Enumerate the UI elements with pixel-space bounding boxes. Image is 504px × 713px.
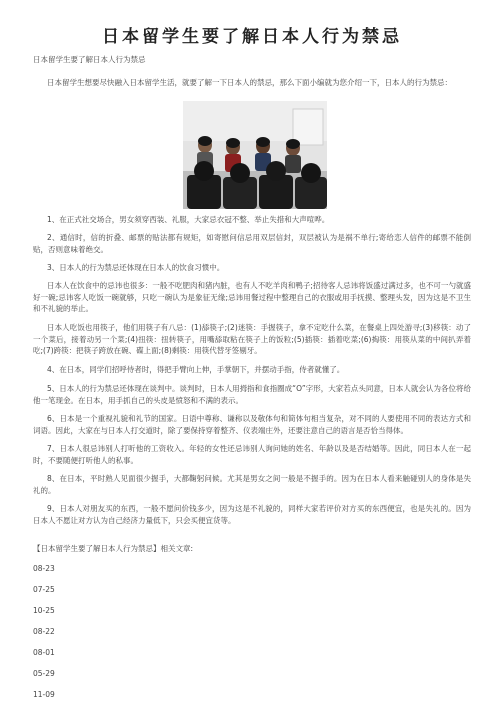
- paragraph-5: 日本人吃饭也用筷子，他们用筷子有八忌：(1)舔筷子;(2)迷筷：手握筷子，拿不定吃什么菜，在餐桌上四处游寻;(3)移筷：动了一个菜后，接着动另一个菜;(4)扭筷：扭转筷子，用嘴舔取粘在筷子上的饭粒;(5)插筷：插着吃菜;(6)掏筷：用筷从菜的中间扒弄着吃;(7)跨筷：把筷子跨放在碗、碟上面;(8)剩筷：用筷代替牙签剔牙。: [33, 323, 471, 355]
- paragraph-10: 8、在日本，平时熟人见面很少握手，大都鞠躬问候。尤其是男女之间一般是不握手的。因为在日本人看来触碰别人的身体是失礼的。: [33, 474, 471, 495]
- related-article-date[interactable]: 08-01: [33, 648, 55, 657]
- related-article-date[interactable]: 07-25: [33, 585, 55, 594]
- paragraph-3: 3、日本人的行为禁忌还体现在日本人的饮食习惯中。: [47, 263, 225, 272]
- paragraph-4: 日本人在饮食中的忌讳也很多：一般不吃肥肉和猪内脏，也有人不吃羊肉和鸭子;招待客人忌讳将饭盛过满过多，也不可一勺就盛好一碗;忌讳客人吃饭一碗就够，只吃一碗认为是象征无缘;忌讳用餐过程中整理自己的衣服或用手抚摸、整理头发，因为这是不卫生和不礼貌的举止。: [33, 281, 471, 313]
- related-article-date[interactable]: 08-22: [33, 627, 55, 636]
- paragraph-11: 9、日本人对朋友买的东西，一般不愿问价钱多少，因为这是不礼貌的，同样大家若评价对方买的东西便宜，也是失礼的。因为日本人不愿让对方认为自己经济力量低下，只会买便宜货等。: [33, 504, 471, 525]
- related-article-date[interactable]: 11-09: [33, 690, 55, 699]
- document-subtitle: 日本留学生要了解日本人行为禁忌: [33, 55, 146, 64]
- document-title: 日本留学生要了解日本人行为禁忌: [102, 27, 402, 47]
- paragraph-6: 4、在日本，同学们招呼侍者时，得把手臂向上伸，手掌朝下，并摆动手指，侍者就懂了。: [47, 365, 345, 374]
- paragraph-2: 2、通信时，信的折叠、邮票的贴法都有规矩，如寄慰问信忌用双层信封，双层被认为是祸不单行;寄给恋人信件的邮票不能倒贴，否则意味着绝交。: [33, 233, 471, 254]
- paragraph-7: 5、日本人的行为禁忌还体现在谈判中。谈判时，日本人用拇指和食指圈成“O”字形，大家若点头同意，日本人就会认为各位将给他一笔现金。在日本，用手抓自己的头皮是愤怒和不满的表示。: [33, 384, 471, 405]
- paragraph-8: 6、日本是一个重视礼貌和礼节的国家。日语中尊称、谦称以及敬体句和简体句相当复杂，对不同的人要使用不同的表达方式和词语。因此，大家在与日本人打交道时，除了要保持穿着整齐、仪表端庄外，还要注意自己的语言是否恰当得体。: [33, 414, 471, 435]
- classroom-photo: [183, 101, 327, 209]
- paragraph-9: 7、日本人很忌讳别人打听他的工资收入。年轻的女性还忌讳别人询问她的姓名、年龄以及是否结婚等。因此，同日本人在一起时，不要随便打听他人的私事。: [33, 444, 471, 465]
- paragraph-1: 1、在正式社交场合，男女须穿西装、礼服，大家忌衣冠不整、举止失措和大声喧哗。: [47, 215, 330, 224]
- related-article-date[interactable]: 08-23: [33, 564, 55, 573]
- classroom-photo-drawing: [183, 101, 327, 209]
- related-articles-label: 【日本留学生要了解日本人行为禁忌】相关文章:: [33, 544, 194, 553]
- related-article-date[interactable]: 05-29: [33, 669, 55, 678]
- intro-paragraph: 日本留学生想要尽快融入日本留学生活，就要了解一下日本人的禁忌，那么下面小编就为您介绍一下，日本人的行为禁忌：: [47, 78, 452, 87]
- related-article-date[interactable]: 10-25: [33, 606, 55, 615]
